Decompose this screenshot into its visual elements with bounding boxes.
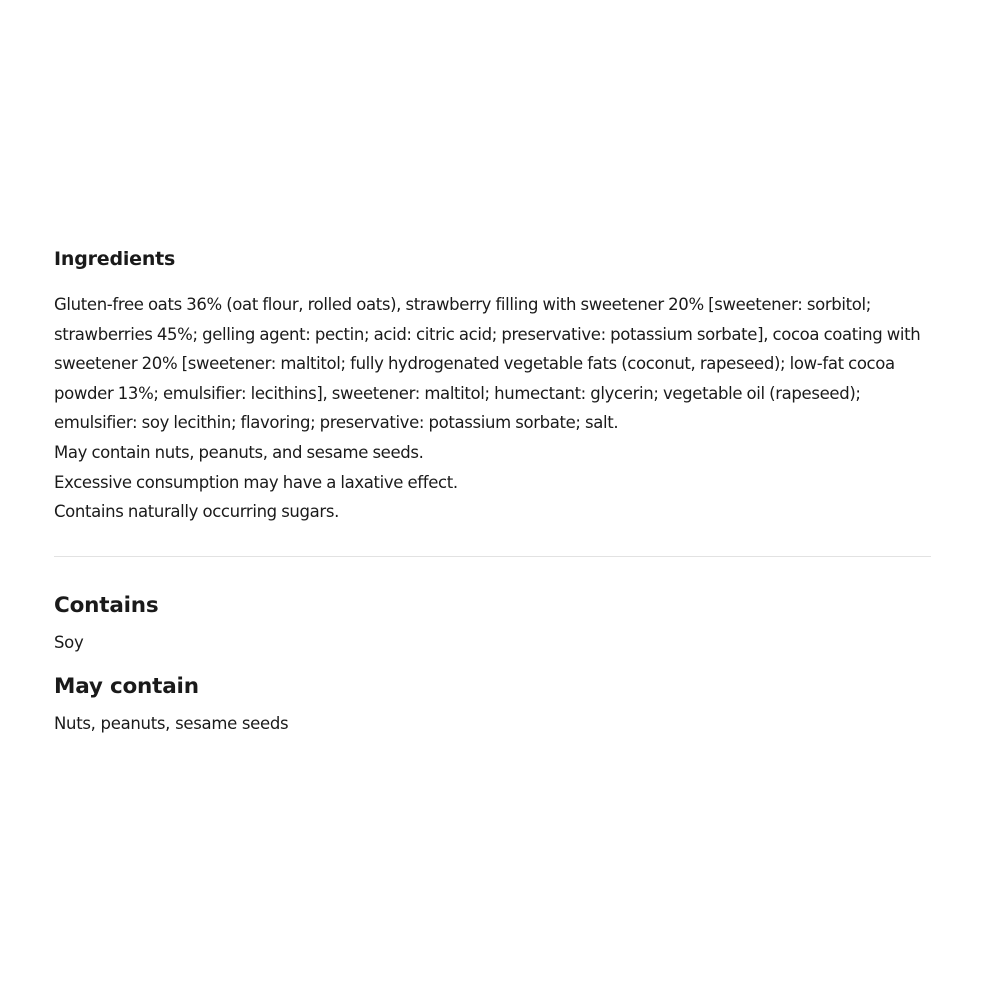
- ingredients-panel: [54, 246, 931, 737]
- ingredients-heading: Ingredients: [54, 248, 176, 270]
- allergen-warning-line: May contain nuts, peanuts, and sesame seeds.: [54, 442, 424, 462]
- contains-section: [54, 591, 931, 656]
- ingredients-line: powder 13%; emulsifier: lecithins], sweetener: maltitol; humectant: glycerin; vegetable oil (rapeseed);: [54, 383, 861, 403]
- laxative-warning-line: Excessive consumption may have a laxative effect.: [54, 472, 458, 492]
- contains-heading: Contains: [54, 592, 159, 618]
- may-contain-value: Nuts, peanuts, sesame seeds: [54, 713, 289, 733]
- sugars-note-line: Contains naturally occurring sugars.: [54, 502, 340, 522]
- ingredients-line: sweetener 20% [sweetener: maltitol; fully hydrogenated vegetable fats (coconut, rapeseed); low-fat cocoa: [54, 354, 895, 374]
- ingredients-text: [54, 290, 931, 527]
- ingredients-line: emulsifier: soy lecithin; flavoring; preservative: potassium sorbate; salt.: [54, 413, 619, 433]
- may-contain-section: [54, 672, 931, 737]
- ingredients-line: Gluten-free oats 36% (oat flour, rolled oats), strawberry filling with sweetener 20% [sweetener: sorbitol;: [54, 295, 871, 314]
- may-contain-heading: May contain: [54, 673, 199, 699]
- section-divider: [54, 556, 931, 557]
- ingredients-line: strawberries 45%; gelling agent: pectin; acid: citric acid; preservative: potassium sorbate], cocoa coating with: [54, 324, 921, 344]
- contains-value: Soy: [54, 632, 84, 652]
